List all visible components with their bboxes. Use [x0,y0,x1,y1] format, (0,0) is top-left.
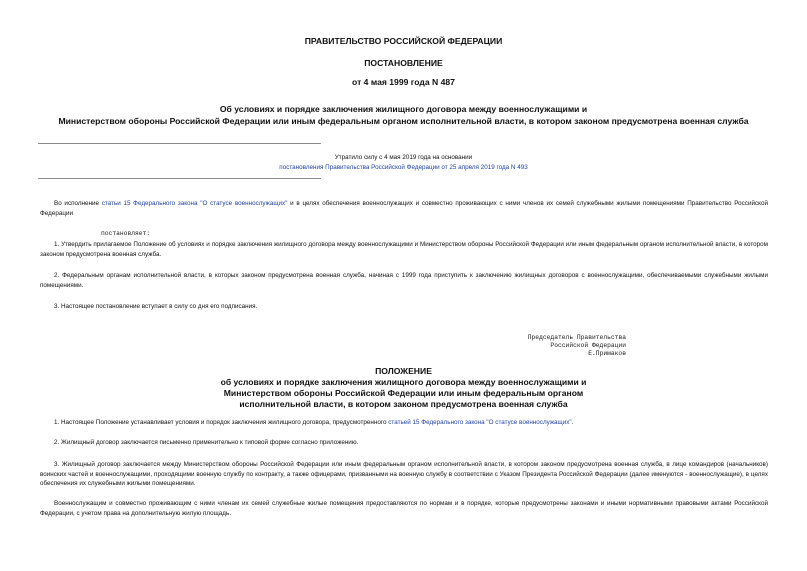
regulation-law-link[interactable]: статьей 15 Федерального закона "О статусе военнослужащих" [388,419,572,426]
signature-country: Российской Федерации [550,342,626,349]
decree-word: постановляет: [101,230,151,237]
regulation-p4-text: Военнослужащим и совместно проживающим с ними членам их семей служебные жилые помещения предоставляются по нормам и в порядке, которые предусмотрены законами и иными нормативными правовыми актами Российской Федерации, с учетом права на дополнительную жилую площадь. [40,500,768,517]
regulation-p2-text: 2. Жилищный договор заключается письменно применительно к типовой форме согласно приложению. [54,439,359,446]
document-date-number: от 4 мая 1999 года N 487 [352,77,455,87]
government-heading: ПРАВИТЕЛЬСТВО РОССИЙСКОЙ ФЕДЕРАЦИИ [304,36,503,46]
regulation-title-line-1: об условиях и порядке заключения жилищного договора между военнослужащими и [220,377,587,387]
status-note-link-wrap [0,163,807,173]
signature-position: Председатель Правительства [527,334,626,341]
status-note-line: Утратило силу с 4 мая 2019 года на основании [334,154,473,161]
decree-item-2-text: 2. Федеральным органам исполнительной власти, в которых законом предусмотрена военная служба, начиная с 1999 года приступить к заключению жилищных договоров с военнослужащими, обеспечиваемыми служебными жилыми помещениями. [40,272,768,289]
status-note-link[interactable]: постановления Правительства Российской Федерации от 25 апреля 2019 года N 493 [279,164,528,171]
intro-paragraph [40,199,768,218]
regulation-paragraph-4 [40,499,768,518]
regulation-p3-text: 3. Жилищный договор заключается между Министерством обороны Российской Федерации или иным федеральным органом исполнительной власти, в котором законом предусмотрена военная служба, в лице командиров (начальников) воинских частей и военнослужащими, проходящими военную службу по контракту, а также офицерами, призванными на военную службу в соответствии с Указом Президента Российской Федерации (далее именуются - военнослужащие), в целях обеспечения их служебными жилыми помещениями. [40,461,768,488]
intro-text-before: Во исполнение [54,200,102,207]
document-type: ПОСТАНОВЛЕНИЕ [364,58,443,68]
divider-bottom [38,178,321,179]
divider-top [38,143,321,144]
regulation-paragraph-2 [40,438,768,448]
regulation-paragraph-1 [40,418,768,428]
intro-law-link[interactable]: статьи 15 Федерального закона "О статусе военнослужащих" [101,200,288,207]
regulation-p1-text: 1. Настоящее Положение устанавливает условия и порядок заключения жилищного договора, предусмотренного [54,419,389,426]
decree-item-3-text: 3. Настоящее постановление вступает в силу со дня его подписания. [54,303,258,310]
decree-item-1 [40,240,768,259]
decree-item-3 [40,302,768,312]
document-title-line-1: Об условиях и порядке заключения жилищного договора между военнослужащими и [219,104,588,114]
regulation-title-line-3: исполнительной власти, в котором законом предусмотрена военная служба [239,399,568,409]
decree-item-2 [40,271,768,290]
document-title-line-2: Министерством обороны Российской Федерации или иным федеральным органом исполнительной власти, в котором законом предусмотрена военная служба [58,116,749,126]
regulation-heading: ПОЛОЖЕНИЕ [375,366,432,376]
regulation-title-line-2: Министерством обороны Российской Федерации или иным федеральным органом [223,388,584,398]
regulation-paragraph-3 [40,460,768,489]
regulation-p1-end: . [571,419,574,426]
decree-item-1-text: 1. Утвердить прилагаемое Положение об условиях и порядке заключения жилищного договора между военнослужащими и Министерством обороны Российской Федерации или иным федеральным органом исполнительной власти, в котором законом предусмотрена военная служба. [40,241,768,258]
signature-name: Е.Примаков [588,350,626,357]
intro-text-after: и в целях обеспечения военнослужащих и совместно проживающих с ними членов их семей служебными жилыми помещениями Правительство Российской Федерации [40,200,768,217]
